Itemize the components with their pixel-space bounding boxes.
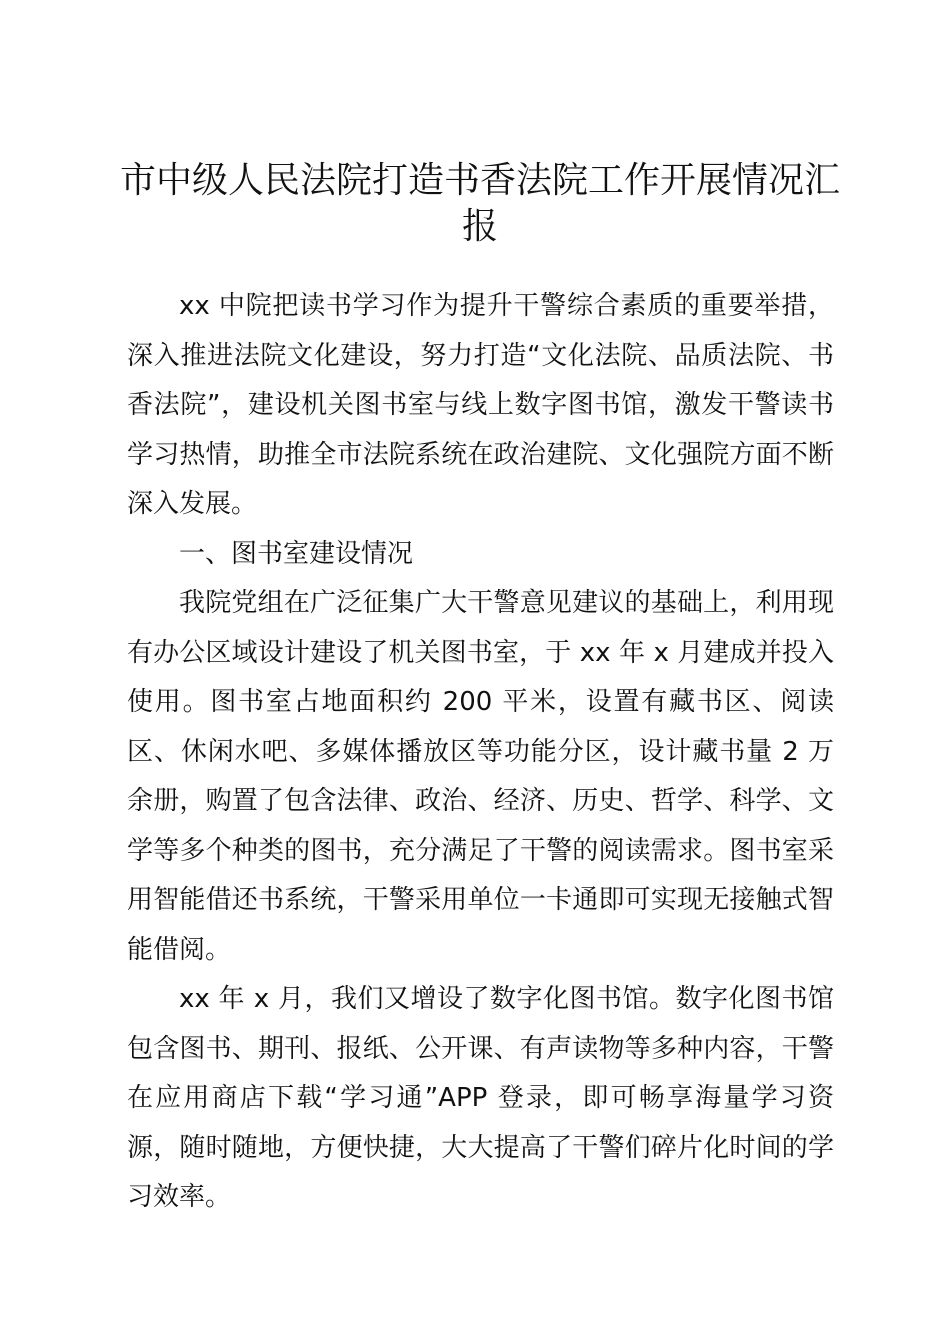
digital-library-paragraph: xx 年 x 月，我们又增设了数字化图书馆。数字化图书馆包含图书、期刊、报纸、公开课、有声读物等多种内容，干警在应用商店下载“学习通”APP 登录，即可畅享海量学习资源，随时随地，方便快捷，大大提高了干警们碎片化时间的学习效率。: [127, 984, 834, 1212]
section-heading-library: 一、图书室建设情况: [179, 538, 414, 569]
document-title: 市中级人民法院打造书香法院工作开展情况汇报: [120, 160, 841, 247]
intro-paragraph: xx 中院把读书学习作为提升干警综合素质的重要举措，深入推进法院文化建设，努力打造“文化法院、品质法院、书香法院”，建设机关图书室与线上数字图书馆，激发干警读书学习热情，助推全市法院系统在政治建院、文化强院方面不断深入发展。: [127, 291, 834, 519]
document-body: [127, 282, 834, 1223]
library-construction-paragraph: 我院党组在广泛征集广大干警意见建议的基础上，利用现有办公区域设计建设了机关图书室，于 xx 年 x 月建成并投入使用。图书室占地面积约 200 平米，设置有藏书区、阅读区、休闲水吧、多媒体播放区等功能分区，设计藏书量 2 万余册，购置了包含法律、政治、经济、历史、哲学、科学、文学等多个种类的图书，充分满足了干警的阅读需求。图书室采用智能借还书系统，干警采用单位一卡通即可实现无接触式智能借阅。: [127, 588, 834, 965]
